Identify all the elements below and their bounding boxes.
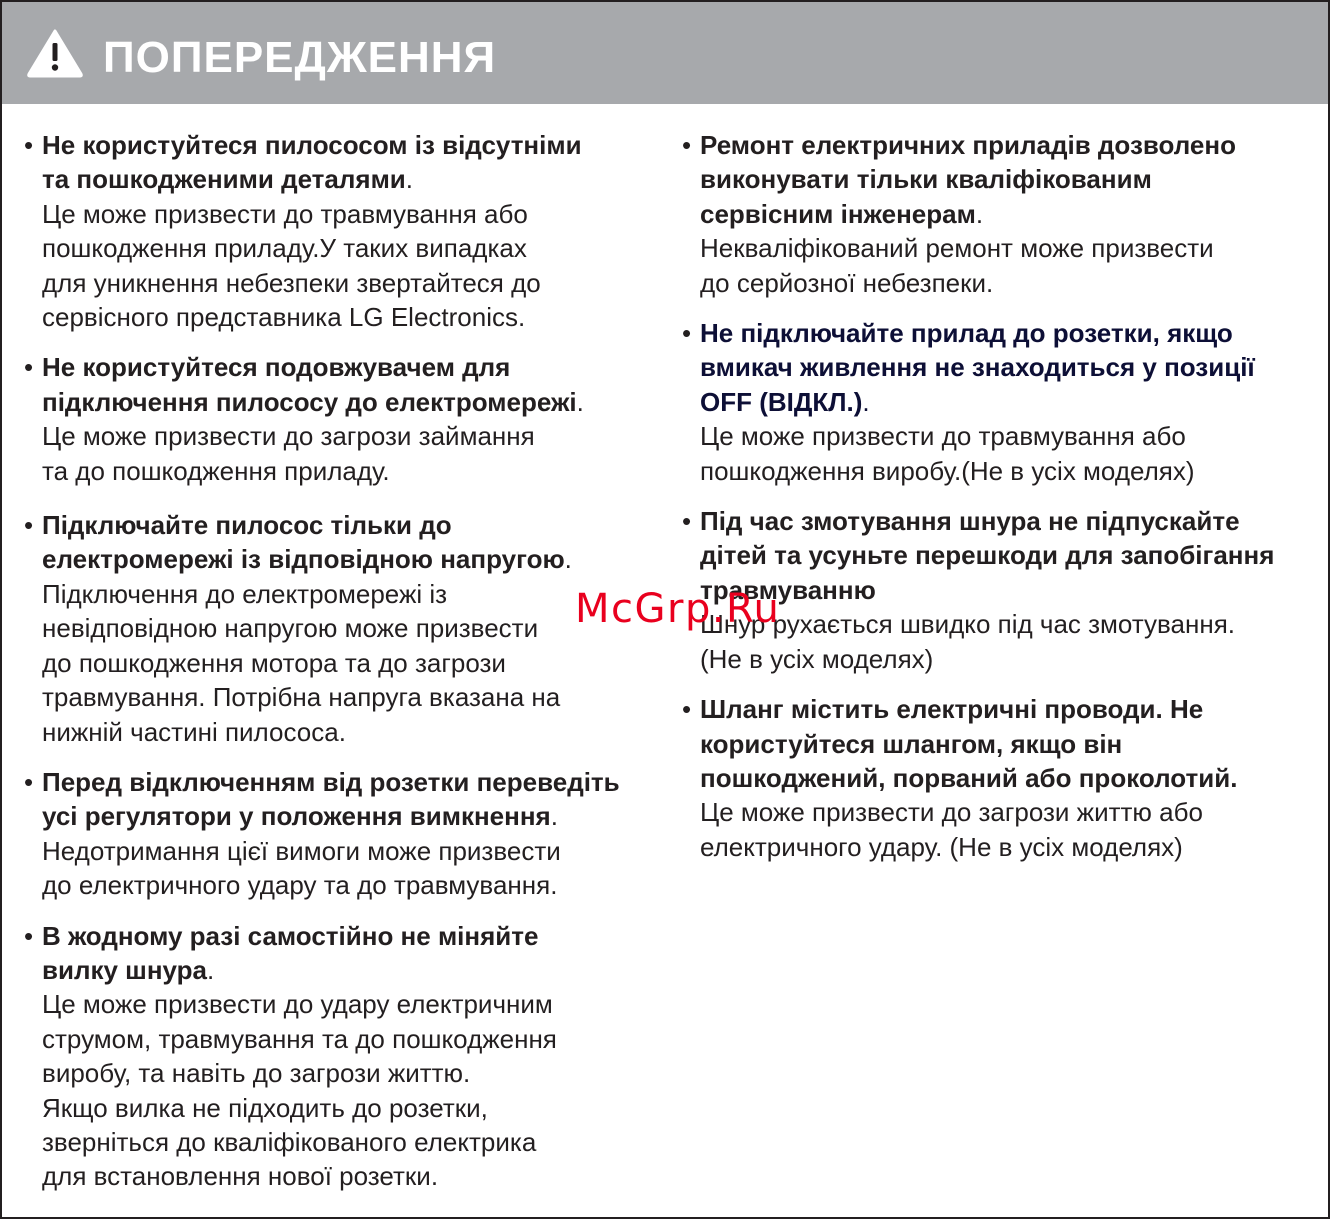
bullet: •: [682, 506, 692, 537]
warning-item-title: Не користуйтеся подовжувачем для підключення пилососу до електромережі: [42, 352, 577, 417]
bullet: •: [24, 130, 34, 160]
warning-header: [2, 2, 1328, 104]
page-title: ПОПЕРЕДЖЕННЯ: [103, 33, 497, 82]
warning-item-body: Некваліфікований ремонт може призвести до серйозної небезпеки.: [700, 233, 1214, 298]
warning-item: • Перед відключенням від розетки переведіть усі регулятори у положення вимкнення. Недотримання цієї вимоги може призвести до електричного удару та до травмування.: [24, 765, 648, 903]
warning-item-body: Це може призвести до загрози займання та до пошкодження приладу.: [42, 421, 535, 486]
bullet: •: [682, 130, 692, 160]
warning-item: • Підключайте пилосос тільки до електромережі із відповідною напругою. Підключення до електромережі із невідповідною напругою може призвести до пошкодження мотора та до загрози травмування. Потрібна напруга вказана на нижній частині пилососа.: [24, 508, 648, 749]
watermark: McGrp.Ru: [575, 586, 781, 632]
warning-item: [682, 692, 1312, 864]
warning-item-body: Це може призвести до травмування або пошкодження приладу.У таких випадках для уникнення небезпеки звертайтеся до сервісного представника LG Electronics.: [42, 198, 541, 333]
warning-item-body: Це може призвести до загрози життю або електричного удару. (Не в усіх моделях): [700, 797, 1203, 862]
bullet: •: [682, 694, 692, 725]
warning-item-title: Шланг містить електричні проводи. Не користуйтеся шлангом, якщо він пошкоджений, порваний або проколотий.: [700, 694, 1238, 793]
warning-item: • Не користуйтеся подовжувачем для підключення пилососу до електромережі. Це може призвести до загрози займання та до пошкодження приладу.: [24, 350, 648, 488]
right-column: [682, 128, 1312, 864]
warning-item-body: Це може призвести до удару електричним струмом, травмування та до пошкодження виробу, та навіть до загрози життю. Якщо вилка не підходить до розетки, зверніться до кваліфікованого електрика для встановлення нової розетки.: [42, 989, 557, 1192]
warning-item-body: Недотримання цієї вимоги може призвести до електричного удару та до травмування.: [42, 835, 561, 901]
warning-item-body: Це може призвести до травмування або пошкодження виробу.(Не в усіх моделях): [700, 421, 1195, 486]
warning-item-title: Перед відключенням від розетки переведіть усі регулятори у положення вимкнення: [42, 766, 620, 832]
warning-item: • Не підключайте прилад до розетки, якщо вмикач живлення не знаходиться у позиції OFF (ВІДКЛ.). Це може призвести до травмування або пошкодження виробу.(Не в усіх моделях): [682, 316, 1312, 488]
warning-item: • Не користуйтеся пилососом із відсутніми та пошкодженими деталями. Це може призвести до травмування або пошкодження приладу.У таких випадках для уникнення небезпеки звертайтеся до сервісного представника LG Electronics.: [24, 128, 648, 334]
warning-item: • В жодному разі самостійно не міняйте вилку шнура. Це може призвести до удару електричним струмом, травмування та до пошкодження виробу, та навіть до загрози життю. Якщо вилка не підходить до розетки, зверніться до кваліфікованого електрика для встановлення нової розетки.: [24, 919, 648, 1194]
bullet: •: [682, 318, 692, 349]
warning-item-title: Під час змотування шнура не підпускайте дітей та усуньте перешкоди для запобігання травмуванню: [700, 506, 1275, 605]
bullet: •: [24, 510, 34, 541]
bullet: •: [24, 352, 34, 383]
warning-item-title: Не користуйтеся пилососом із відсутніми та пошкодженими деталями: [42, 130, 582, 195]
warning-item-title: Підключайте пилосос тільки до електромережі із відповідною напругою: [42, 510, 565, 575]
warning-item-title: Не підключайте прилад до розетки, якщо вмикач живлення не знаходиться у позиції OFF (ВІДКЛ.): [700, 318, 1255, 417]
warning-item: • Ремонт електричних приладів дозволено виконувати тільки кваліфікованим сервісним інженерам. Некваліфікований ремонт може призвести до серйозної небезпеки.: [682, 128, 1312, 300]
left-column: [24, 128, 648, 1194]
warning-item-title: В жодному разі самостійно не міняйте вилку шнура: [42, 920, 539, 985]
warning-triangle-icon: [26, 28, 84, 78]
warning-item-body: Підключення до електромережі із невідповідною напругою може призвести до пошкодження мотора та до загрози травмування. Потрібна напруга вказана на нижній частині пилососа.: [42, 578, 561, 747]
bullet: •: [24, 766, 34, 797]
bullet: •: [24, 920, 34, 951]
warning-item-title: Ремонт електричних приладів дозволено виконувати тільки кваліфікованим сервісним інженерам: [700, 130, 1236, 229]
warning-item-body: Шнур рухається швидко під час змотування. (Не в усіх моделях): [700, 609, 1236, 674]
